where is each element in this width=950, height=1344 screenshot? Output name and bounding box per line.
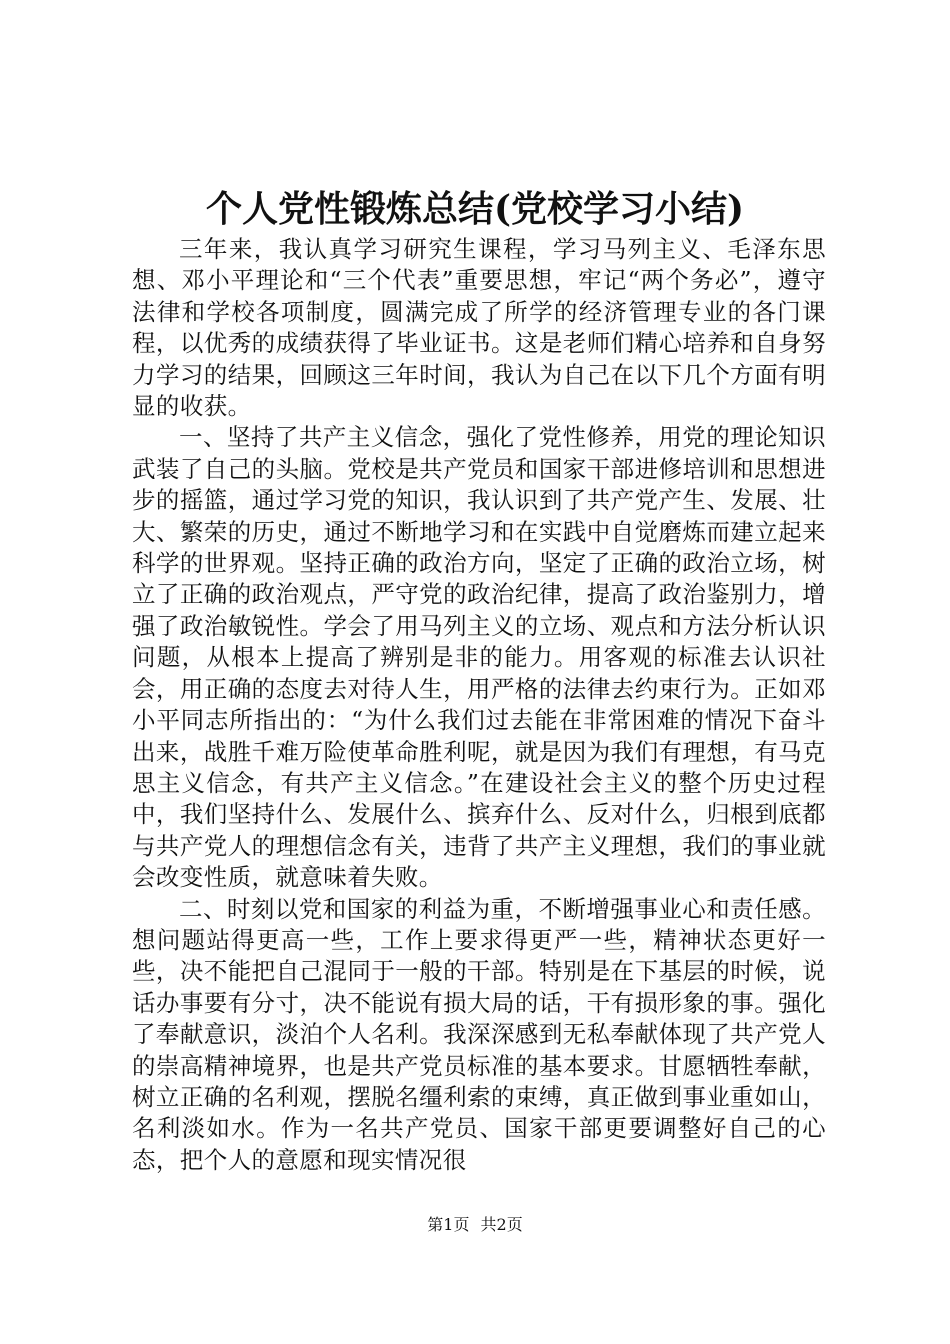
document-title: 个人党性锻炼总结(党校学习小结) <box>205 188 745 230</box>
paragraph-intro: 三年来，我认真学习研究生课程，学习马列主义、毛泽东思想、邓小平理论和“三个代表”重要思想，牢记“两个务必”，遵守法律和学校各项制度，圆满完成了所学的经济管理专业的各门课程，以优秀的成绩获得了毕业证书。这是老师们精心培养和自身努力学习的结果，回顾这三年时间，我认为自己在以下几个方面有明显的收获。 <box>132 235 826 421</box>
page-number-total: 共2页 <box>480 1215 523 1234</box>
paragraph-section-two: 二、时刻以党和国家的利益为重，不断增强事业心和责任感。想问题站得更高一些，工作上要求得更严一些，精神状态更好一些，决不能把自己混同于一般的干部。特别是在下基层的时候，说话办事要有分寸，决不能说有损大局的话，干有损形象的事。强化了奉献意识，淡泊个人名利。我深深感到无私奉献体现了共产党人的崇高精神境界，也是共产党员标准的基本要求。甘愿牺牲奉献，树立正确的名利观，摆脱名缰利索的束缚，真正做到事业重如山，名利淡如水。作为一名共产党员、国家干部更要调整好自己的心态，把个人的意愿和现实情况很 <box>132 894 826 1174</box>
page-footer <box>0 1214 950 1236</box>
page-number-current: 第1页 <box>427 1215 470 1234</box>
document-body <box>132 234 826 1176</box>
paragraph-section-one: 一、坚持了共产主义信念，强化了党性修养，用党的理论知识武装了自己的头脑。党校是共产党员和国家干部进修培训和思想进步的摇篮，通过学习党的知识，我认识到了共产党产生、发展、壮大、繁荣的历史，通过不断地学习和在实践中自觉磨炼而建立起来科学的世界观。坚持正确的政治方向，坚定了正确的政治立场，树立了正确的政治观点，严守党的政治纪律，提高了政治鉴别力，增强了政治敏锐性。学会了用马列主义的立场、观点和方法分析认识问题，从根本上提高了辨别是非的能力。用客观的标准去认识社会，用正确的态度去对待人生，用严格的法律去约束行为。正如邓小平同志所指出的：“为什么我们过去能在非常困难的情况下奋斗出来，战胜千难万险使革命胜利呢，就是因为我们有理想，有马克思主义信念，有共产主义信念。”在建设社会主义的整个历史过程中，我们坚持什么、发展什么、摈弃什么、反对什么，归根到底都与共产党人的理想信念有关，违背了共产主义理想，我们的事业就会改变性质，就意味着失败。 <box>132 423 826 892</box>
